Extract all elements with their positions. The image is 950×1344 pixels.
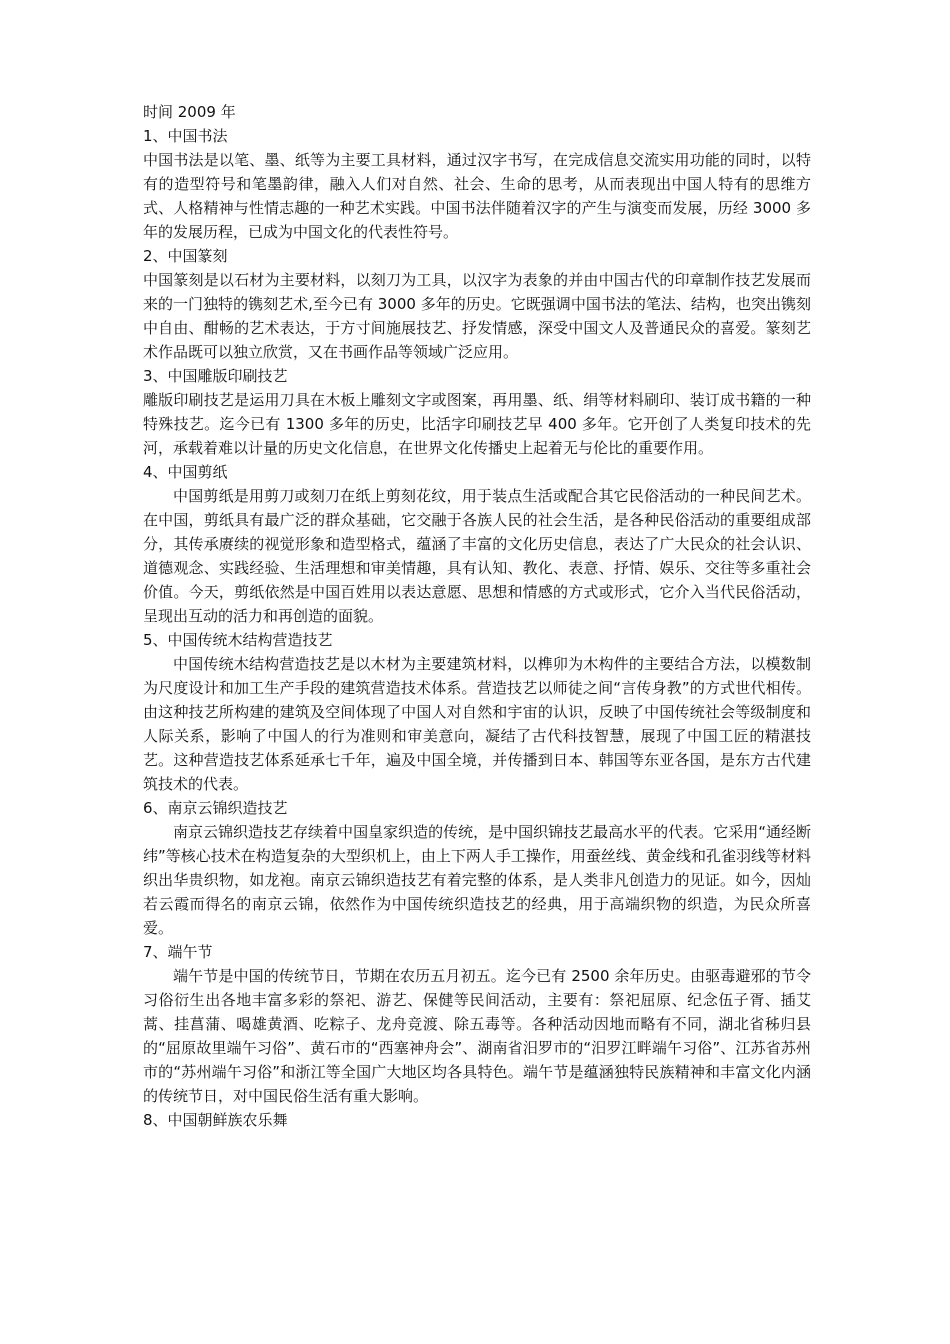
section-body: 中国剪纸是用剪刀或刻刀在纸上剪刻花纹，用于装点生活或配合其它民俗活动的一种民间艺术。在中国，剪纸具有最广泛的群众基础，它交融于各族人民的社会生活，是各种民俗活动的重要组成部分，其传承赓续的视觉形象和造型格式，蕴涵了丰富的文化历史信息，表达了广大民众的社会认识、道德观念、实践经验、生活理想和审美情趣，具有认知、教化、表意、抒情、娱乐、交往等多重社会价值。今天，剪纸依然是中国百姓用以表达意愿、思想和情感的方式或形式，它介入当代民俗活动，呈现出互动的活力和再创造的面貌。	[143, 487, 811, 625]
section-body: 端午节是中国的传统节日，节期在农历五月初五。迄今已有 2500 余年历史。由驱毒避邪的节令习俗衍生出各地丰富多彩的祭祀、游艺、保健等民间活动，主要有：祭祀屈原、纪念伍子胥、插艾蒿、挂菖蒲、喝雄黄酒、吃粽子、龙舟竞渡、除五毒等。各种活动因地而略有不同，湖北省秭归县的“屈原故里端午习俗”、黄石市的“西塞神舟会”、湖南省汨罗市的“汨罗江畔端午习俗”、江苏省苏州市的“苏州端午习俗”和浙江等全国广大地区均各具特色。端午节是蕴涵独特民族精神和丰富文化内涵的传统节日，对中国民俗生活有重大影响。	[143, 967, 811, 1105]
section-body: 中国篆刻是以石材为主要材料，以刻刀为工具，以汉字为表象的并由中国古代的印章制作技艺发展而来的一门独特的镌刻艺术,至今已有 3000 多年的历史。它既强调中国书法的笔法、结构，也突出镌刻中自由、酣畅的艺术表达，于方寸间施展技艺、抒发情感，深受中国文人及普通民众的喜爱。篆刻艺术作品既可以独立欣赏，又在书画作品等领域广泛应用。	[143, 271, 811, 361]
section-heading: 8、中国朝鲜族农乐舞	[143, 1111, 288, 1129]
section-dragon-boat-festival	[143, 940, 811, 1108]
section-body: 雕版印刷技艺是运用刀具在木板上雕刻文字或图案，再用墨、纸、绢等材料刷印、装订成书籍的一种特殊技艺。迄今已有 1300 多年的历史，比活字印刷技艺早 400 多年。它开创了人类复印技术的先河，承载着难以计量的历史文化信息，在世界文化传播史上起着无与伦比的重要作用。	[143, 391, 811, 457]
section-heading: 6、南京云锦织造技艺	[143, 799, 288, 817]
section-calligraphy	[143, 124, 811, 244]
section-body: 中国传统木结构营造技艺是以木材为主要建筑材料，以榫卯为木构件的主要结合方法，以模数制为尺度设计和加工生产手段的建筑营造技术体系。营造技艺以师徒之间“言传身教”的方式世代相传。由这种技艺所构建的建筑及空间体现了中国人对自然和宇宙的认识，反映了中国传统社会等级制度和人际关系，影响了中国人的行为准则和审美意向，凝结了古代科技智慧，展现了中国工匠的精湛技艺。这种营造技艺体系延承七千年，遍及中国全境，并传播到日本、韩国等东亚各国，是东方古代建筑技术的代表。	[143, 655, 811, 793]
section-heading: 4、中国剪纸	[143, 463, 228, 481]
section-body: 南京云锦织造技艺存续着中国皇家织造的传统，是中国织锦技艺最高水平的代表。它采用“通经断纬”等核心技术在构造复杂的大型织机上，由上下两人手工操作，用蚕丝线、黄金线和孔雀羽线等材料织出华贵织物，如龙袍。南京云锦织造技艺有着完整的体系，是人类非凡创造力的见证。如今，因灿若云霞而得名的南京云锦，依然作为中国传统织造技艺的经典，用于高端织物的织造，为民众所喜爱。	[143, 823, 811, 937]
section-seal-carving	[143, 244, 811, 364]
section-heading: 5、中国传统木结构营造技艺	[143, 631, 333, 649]
section-heading: 1、中国书法	[143, 127, 228, 145]
document-page	[143, 100, 811, 1132]
section-body: 中国书法是以笔、墨、纸等为主要工具材料，通过汉字书写，在完成信息交流实用功能的同时，以特有的造型符号和笔墨韵律，融入人们对自然、社会、生命的思考，从而表现出中国人特有的思维方式、人格精神与性情志趣的一种艺术实践。中国书法伴随着汉字的产生与演变而发展，历经 3000 多年的发展历程，已成为中国文化的代表性符号。	[143, 151, 811, 241]
section-korean-farmers-dance	[143, 1108, 811, 1132]
section-block-printing	[143, 364, 811, 460]
section-yunjin-brocade	[143, 796, 811, 940]
section-paper-cutting	[143, 460, 811, 628]
section-timber-architecture	[143, 628, 811, 796]
section-heading: 3、中国雕版印刷技艺	[143, 367, 288, 385]
section-heading: 7、端午节	[143, 943, 213, 961]
document-time-line: 时间 2009 年	[143, 103, 236, 121]
section-heading: 2、中国篆刻	[143, 247, 228, 265]
